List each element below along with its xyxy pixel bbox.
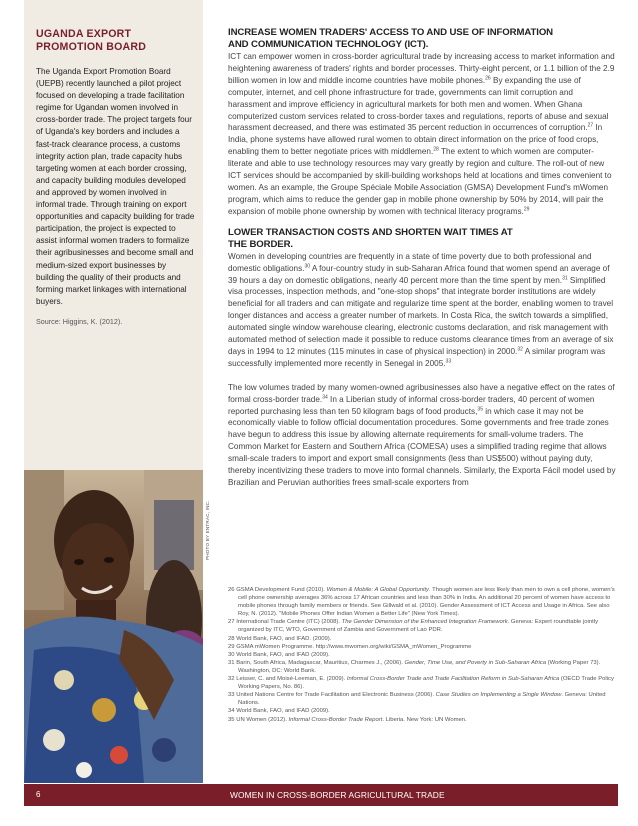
footnote-number: 34 [228,708,235,715]
sidebar-title-line2: PROMOTION BOARD [36,41,147,53]
text-run: ICT can empower women in cross-border agricultural trade by increasing access to market information and heightening awareness of traders' rights and border processes. Thirty-eight percent, or 1.1 billion of the 2.9 billion women in low and middle income countries have mobile phones. [228,52,615,85]
footnote-item [228,651,616,659]
footnote-number: 29 [228,643,235,650]
sidebar-body: The Uganda Export Promotion Board (UEPB) recently launched a pilot project focused on developing a trade facilitation regime for Ugandan women involved in cross-border trade. The project targets four of Uganda's key borders and includes a fast-track clearance process, a customs integrity action plan, trade capacity hubs targeting women at each border crossing, and capacity building modules developed and approved by women involved in informal trade. Through training on export opportunities and capacity building for trade participation, the project is expected to assist informal women traders to formalize their agribusinesses and become small and medium-sized export businesses by building the quality of their products and forming market linkages with international buyers. [36,67,195,306]
footnote-ref[interactable]: 30 [304,262,311,269]
footnote-item [228,586,616,618]
text-run: Women in developing countries are frequently in a state of time poverty due to both professional and domestic obligations. [228,251,592,273]
footnote-text: (Working Paper 73). Washington, DC: World Bank. [238,659,601,674]
footnote-text: UN Women (2012). [236,716,289,723]
text-run: By expanding the use of computer, internet, and cell phone infrastructure for trade, governments can limit corruption and harassment and improve efficiency in agricultural markets for both men and women. When Ghana computerized custom services related to cross-border taxes and regulations, reports of abuse and sexual harassment decreased, and there was estimated 35 percent reduction in occurrences of corruption. [228,75,609,133]
text-run: in which case it may not be economically viable to follow official documentation procedures. Some governments and free trade zones have begun to address this issue by allowing alternate requirements for small-volume traders. The Common Market for Eastern and Southern Africa (COMESA) uses a simplified trading regime that allows small-scale traders to import and export small consignments (less than US$500) without paying duty, thereby incentivizing these traders to move into formal channels. Similarly, the Exporta Fácil model used by Brazilian and Peruvian authorities frees small-scale exporters from [228,406,616,487]
footnote-title: Case Studies on Implementing a Single Window [435,692,562,699]
footnote-text: International Trade Centre (ITC) (2008). [236,619,342,626]
footnotes [228,586,616,724]
text-run: In a Liberian study of informal cross-border traders, 40 percent of women reported purchasing less than ten 50 kilogram bags of food products, [228,394,595,416]
footnote-ref[interactable]: 32 [517,346,523,353]
paragraph-low-volumes [228,382,616,489]
section-heading-transaction [228,227,616,251]
footnote-text: United Nations Centre for Trade Facilitation and Electronic Business (2006). [236,692,436,699]
text-run: A four-country study in sub-Saharan Africa found that women spend an average of 39 hours a day on domestic obligations, nearly 40 percent more than the time spent by men. [228,263,610,285]
footnote-text: . Geneva: United Nations. [238,692,606,707]
footnote-text: GSMA Development Fund (2010). [236,587,327,593]
footnote-number: 30 [228,651,235,658]
page-number: 6 [36,790,41,799]
footnote-item [228,707,616,715]
footnote-title: Informal Cross-Border Trade and Trade Facilitation Reform in Sub-Saharan Africa [346,676,560,683]
footnote-item [228,659,616,675]
footnote-ref[interactable]: 33 [445,358,452,365]
footnote-number: 28 [228,635,235,642]
footnote-number: 35 [228,716,235,723]
text-run: The extent to which women are computer-literate and able to use technology resources may vary greatly by region and culture. The roll-out of new ICT services should be accompanied by skill-building workshops held at locations and times convenient to women. As an example, the Groupe Spéciale Mobile Association (GMSA) Development Fund's mWomen program, which aims to reduce the gender gap in mobile phone ownership by 50% by 2014, will pair the expansion of mobile phone ownership by women with technical literacy programs. [228,147,612,216]
footer-title: WOMEN IN CROSS-BORDER AGRICULTURAL TRADE [230,790,445,800]
text-run: A similar program was successfully implemented more recently in Senegal in 2005. [228,346,606,368]
sidebar-title-line1: UGANDA EXPORT [36,28,132,40]
woman-photo [24,470,203,783]
footnote-number: 26 [228,587,235,593]
footnote-ref[interactable]: 27 [587,122,594,129]
footnote-number: 32 [228,676,235,683]
paragraph-ict [228,51,616,218]
footnote-number: 31 [228,659,235,666]
heading-line: AND COMMUNICATION TECHNOLOGY (ICT). [228,39,429,50]
footnote-text: World Bank, FAO, and IFAD (2009). [236,708,330,715]
footnote-text: Barin, South Africa, Madagascar, Mauritius, Charmes J., (2006). [236,659,405,666]
main-column [228,27,616,489]
footnote-text: . Liberia. New York: UN Women. [382,716,467,723]
sidebar-box [24,0,203,470]
heading-line: LOWER TRANSACTION COSTS AND SHORTEN WAIT TIMES AT [228,226,513,238]
footnote-title: Women & Mobile: A Global Opportunity [326,587,429,593]
footnote-ref[interactable]: 26 [485,75,491,82]
footnote-item [228,643,616,651]
footnote-item [228,635,616,643]
text-run: In India, phone systems have allowed rural women to obtain direct information on the price of food crops, enabling them to better negotiate prices with middlemen. [228,123,603,157]
footnote-item [228,675,616,691]
paragraph-transaction [228,251,616,370]
footnote-ref[interactable]: 31 [562,274,568,281]
footnote-item [228,618,616,634]
footnote-text: World Bank, FAO, and IFAD (2009). [236,651,330,658]
footnote-text: Leisser, C. and Moisé-Leeman, E. (2009). [236,676,347,683]
footnote-number: 27 [228,619,235,626]
footnote-ref[interactable]: 34 [322,393,328,400]
section-heading-ict [228,27,616,51]
footnote-ref[interactable]: 28 [433,146,439,153]
heading-line: THE BORDER. [228,238,293,250]
footnote-link[interactable]: GSMA mWomen Programme. http://www.mwomen.org/wiki/GSMA_mWomen_Programme [236,643,472,650]
text-run: The low volumes traded by many women-owned agribusinesses also have a negative effect on the rates of formal cross-border trade. [228,382,615,404]
footnote-text: World Bank, FAO, and IFAD. (2009). [236,635,332,642]
text-run: Simplified visa processes, inspection methods, and "one-stop shops" that integrate border institutions are widely beneficial for all traders and can mitigate and regularize time spent at the border, enabling women to travel longer distances and access a greater number of markets. In Costa Rica, the switch towards a simplified, automated single window warehouse clearing, electronic customs declaration, and risk management with automated method of selection made it possible to reduce customs clearance times from an average of six days in 1994 to 12 minutes (115 minutes in case of physical inspection) in 2000. [228,275,614,356]
heading-line: INCREASE WOMEN TRADERS' ACCESS TO AND USE OF INFORMATION [228,27,554,38]
footnote-number: 33 [228,692,235,699]
footnote-text: (OECD Trade Policy Working Papers, No. 86). [238,676,614,691]
footnote-text: . Geneva: Expert roundtable jointly organized by ITC, WTO, Government of Zambia and Government of Lao PDR. [238,619,599,634]
photo-illustration [24,470,203,783]
footnote-item [228,691,616,707]
footnote-text: . Though women are less likely than men to own a cell phone, women's cell phone ownership averages 36% across 17 African countries and less than 30% in India. An additional 20 percent of women have access to mobile phones through family members or friends. See Gillwald et al. (2010). Gender Assessment of ICT Access and Usage in Africa. See also Roy, N. (2012). "Mobile Phones Offer Indian Women a Better Life" (New York Times). [238,587,615,618]
footnote-ref[interactable]: 29 [523,206,530,213]
sidebar-title [36,28,196,54]
photo-credit [203,500,213,560]
footnote-item [228,716,616,724]
photo-credit-text: PHOTO BY ENTRAC, INC. [205,500,210,560]
sidebar-content [36,28,196,327]
footnote-title: Informal Cross-Border Trade Report [288,716,383,723]
footnote-title: Gender, Time Use, and Poverty in Sub-Saharan Africa [404,659,547,666]
footnote-title: The Gender Dimension of the Enhanced Integration Framework [341,619,508,626]
sidebar-source: Source: Higgins, K. (2012). [36,316,123,326]
footnote-ref[interactable]: 35 [477,405,483,412]
